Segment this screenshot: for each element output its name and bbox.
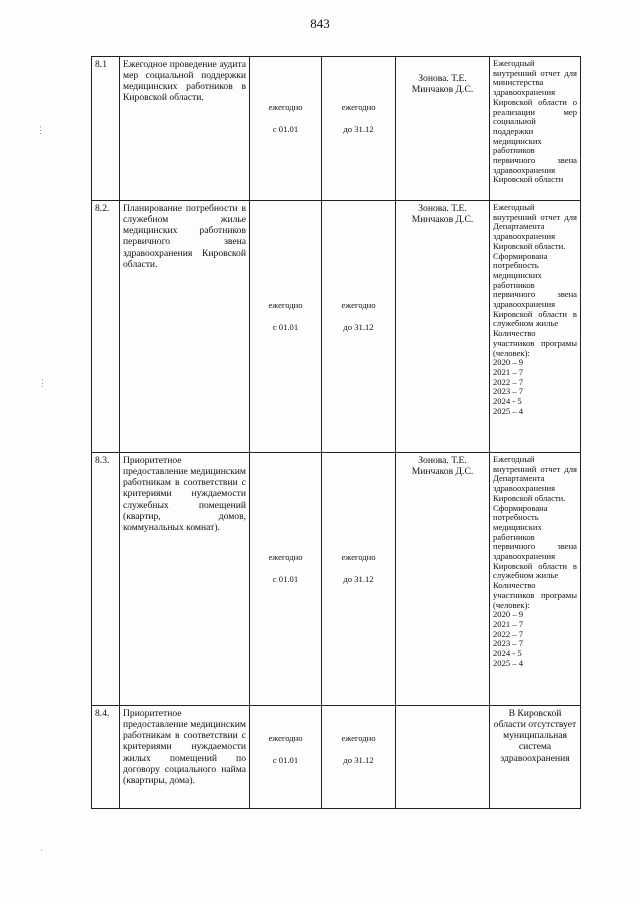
row-number: 8.1 [92, 57, 120, 201]
row-number: 8.3. [92, 453, 120, 706]
responsible-cell [396, 453, 490, 706]
result-cell [490, 706, 581, 809]
start-date: с 01.01 [272, 321, 299, 332]
result-line: 2022 – 7 [493, 376, 524, 387]
result-line: 2024 - 5 [493, 396, 522, 407]
responsible-cell [396, 706, 490, 809]
responsible-persons: Зонова. Т.Е. Минчаков Д.С. [411, 455, 474, 478]
end-date: до 31.12 [343, 754, 374, 765]
table-row [92, 57, 581, 201]
result-line: Количество участников програмы (человек): [493, 328, 577, 358]
result-cell [490, 453, 581, 706]
start-date: с 01.01 [272, 123, 299, 134]
table-row [92, 453, 581, 706]
start-date: с 01.01 [272, 754, 299, 765]
result-cell [490, 201, 581, 453]
table-row [92, 201, 581, 453]
result-line: 2025 – 4 [493, 657, 524, 668]
responsible-persons: Зонова. Т.Е. Минчаков Д.С. [411, 73, 474, 96]
start-date-cell [250, 201, 322, 453]
measure-cell: Ежегодное проведение аудита мер социальной поддержки медицинских работников в Кировской области. [120, 57, 250, 201]
frequency-label: ежегодно [268, 733, 303, 743]
end-date: до 31.12 [343, 573, 374, 584]
responsible-cell [396, 201, 490, 453]
scan-mark: ⋮ [38, 378, 47, 388]
result-line: 2021 – 7 [493, 366, 524, 377]
result-line: 2021 – 7 [493, 618, 524, 629]
result-line: Ежегодный внутренний отчет для Департамента здравоохранения Кировской области. [493, 202, 577, 251]
end-date: до 31.12 [343, 321, 374, 332]
result-line: Ежегодный внутренний отчет для Департамента здравоохранения Кировской области. [493, 454, 577, 503]
end-date-cell [322, 201, 396, 453]
frequency-label: ежегодно [268, 300, 303, 310]
result-line: В Кировской области отсутствует муниципальная система здравоохранения [493, 708, 577, 764]
frequency-label: ежегодно [341, 102, 376, 112]
row-number: 8.4. [92, 706, 120, 809]
page-number: 843 [310, 16, 330, 31]
scan-mark: · [40, 845, 43, 855]
measures-table [91, 56, 581, 809]
start-date-cell [250, 57, 322, 201]
result-line: 2020 – 9 [493, 609, 524, 620]
end-date-cell [322, 706, 396, 809]
result-line: 2024 - 5 [493, 648, 522, 659]
start-date: с 01.01 [272, 573, 299, 584]
end-date-cell [322, 57, 396, 201]
start-date-cell [250, 706, 322, 809]
result-line: Ежегодный внутренний отчет для министерства здравоохранения Кировской области о реализации мер социальной поддержки медицинских работников первичного звена здравоохранения Кировской области [493, 58, 577, 185]
result-line: Сформирована потребность медицинских работников первичного звена здравоохранения Кировской области в служебном жилье [493, 502, 577, 581]
table-row [92, 706, 581, 809]
frequency-label: ежегодно [341, 300, 376, 310]
responsible-cell [396, 57, 490, 201]
frequency-label: ежегодно [268, 102, 303, 112]
result-line: 2023 – 7 [493, 638, 524, 649]
frequency-label: ежегодно [268, 552, 303, 562]
row-number: 8.2. [92, 201, 120, 453]
result-line: 2022 – 7 [493, 628, 524, 639]
frequency-label: ежегодно [341, 733, 376, 743]
measure-cell: Приоритетное предоставление медицинским работникам в соответствии с критериями нуждаемости служебных помещений (квартир, домов, коммунальных комнат). [120, 453, 250, 706]
result-cell [490, 57, 581, 201]
end-date-cell [322, 453, 396, 706]
result-line: 2020 – 9 [493, 357, 524, 368]
result-line: 2025 – 4 [493, 405, 524, 416]
start-date-cell [250, 453, 322, 706]
frequency-label: ежегодно [341, 552, 376, 562]
responsible-persons: Зонова. Т.Е. Минчаков Д.С. [411, 203, 474, 226]
measure-cell: Приоритетное предоставление медицинским работникам в соответствии с критериями нуждаемости жилых помещений по договору социального найма (квартиры, дома). [120, 706, 250, 809]
end-date: до 31.12 [343, 123, 374, 134]
result-line: 2023 – 7 [493, 386, 524, 397]
result-line: Количество участников програмы (человек): [493, 580, 577, 610]
scan-mark: ⋮ [36, 125, 45, 135]
measure-cell: Планирование потребности в служебном жилье медицинских работников первичного звена здравоохранения Кировской области. [120, 201, 250, 453]
result-line: Сформирована потребность медицинских работников первичного звена здравоохранения Кировской области в служебном жилье [493, 250, 577, 329]
